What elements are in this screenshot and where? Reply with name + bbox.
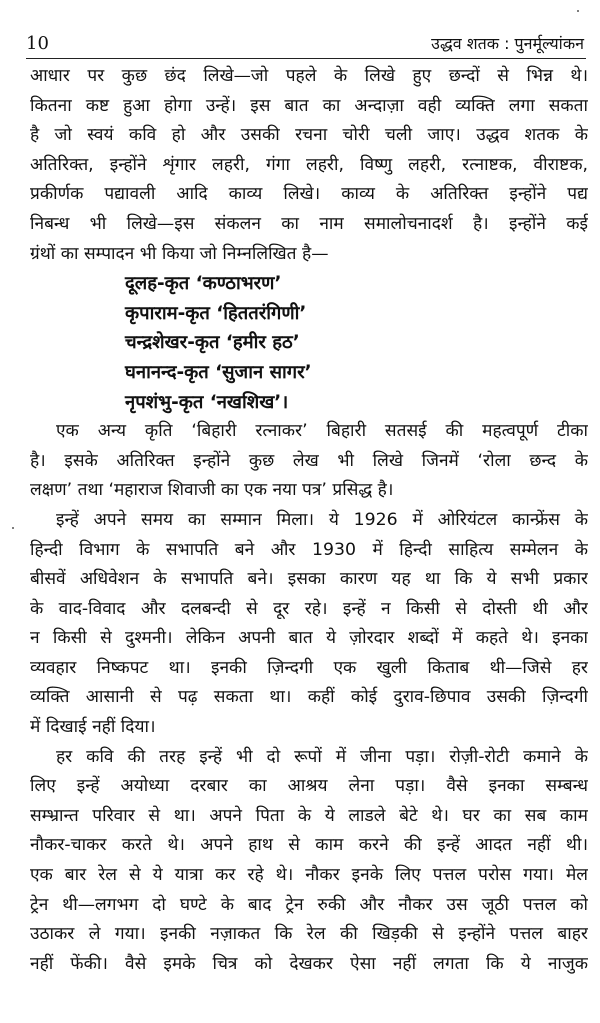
edited-work-item: दूलह-कृत ‘कण्ठाभरण’ [125, 273, 282, 295]
text-line: व्यक्ति आसानी से पढ़ सकता था। कहीं कोई दुराव-छिपाव उसकी ज़िन्दगी [30, 687, 588, 708]
running-title: उद्धव शतक : पुनर्मूल्यांकन [431, 34, 584, 53]
text-line: में दिखाई नहीं दिया। [30, 717, 156, 738]
text-line: निबन्ध भी लिखे—इस संकलन का नाम समालोचनादर्श है। इन्होंने कई [30, 213, 588, 234]
header-rule [26, 58, 586, 59]
text-line: है जो स्वयं कवि हो और उसकी रचना चोरी चली जाए। उद्धव शतक के [30, 125, 588, 146]
page-number: 10 [26, 32, 49, 54]
text-line: एक अन्य कृति ‘बिहारी रत्नाकर’ बिहारी सतसई की महत्वपूर्ण टीका [56, 421, 588, 442]
text-line: आधार पर कुछ छंद लिखे—जो पहले के लिखे हुए छन्दों से भिन्न थे। [30, 66, 588, 86]
text-line: अतिरिक्त, इन्होंने शृंगार लहरी, गंगा लहरी, विष्णु लहरी, रत्नाष्टक, वीराष्टक, [30, 154, 588, 175]
page-header [26, 30, 584, 56]
edited-work-item: नृपशंभु-कृत ‘नखशिख’। [125, 391, 289, 413]
text-line: लक्षण’ तथा ‘महाराज शिवाजी का एक नया पत्र’ प्रसिद्ध है। [30, 480, 394, 501]
text-line: नहीं फेंकी। वैसे इमके चित्र को देखकर ऐसा नहीं लगता कि ये नाजुक [30, 953, 588, 974]
text-line: प्रकीर्णक पद्यावली आदि काव्य लिखे। काव्य के अतिरिक्त इन्होंने पद्य [30, 184, 588, 205]
text-line: इन्हें अपने समय का सम्मान मिला। ये 1926 में ओरियंटल कान्फ्रेंस के [56, 509, 588, 530]
text-line: न किसी से दुश्मनी। लेकिन अपनी बात ये ज़ोरदार शब्दों में कहते थे। इनका [30, 628, 588, 649]
edited-work-item: चन्द्रशेखर-कृत ‘हमीर हठ’ [125, 332, 300, 354]
edited-work-item: घनानन्द-कृत ‘सुजान सागर’ [125, 361, 312, 383]
text-line: नौकर-चाकर करते थे। अपने हाथ से काम करने की इन्हें आदत नहीं थी। [30, 835, 588, 856]
text-line: उठाकर ले गया। इनकी नज़ाकत कि रेल की खिड़की से इन्होंने पत्तल बाहर [30, 924, 588, 945]
text-line: सम्भ्रान्त परिवार से था। अपने पिता के ये लाडले बेटे थे। घर का सब काम [30, 805, 588, 826]
text-line: ट्रेन थी—लगभग दो घण्टे के बाद ट्रेन रुकी और नौकर उस जूठी पत्तल को [30, 894, 588, 915]
scan-speck [12, 527, 14, 529]
text-line: बीसवें अधिवेशन के सभापति बने। इसका कारण यह था कि ये सभी प्रकार [30, 569, 588, 590]
edited-work-item: कृपाराम-कृत ‘हिततरंगिणी’ [125, 302, 307, 324]
scan-speck [577, 10, 579, 12]
text-line: एक बार रेल से ये यात्रा कर रहे थे। नौकर इनके लिए पत्तल परोस गया। मेल [30, 865, 588, 886]
text-line: ग्रंथों का सम्पादन भी किया जो निम्नलिखित है— [30, 243, 329, 264]
body-text [30, 62, 588, 979]
text-line: है। इसके अतिरिक्त इन्होंने कुछ लेख भी लिखे जिनमें ‘रोला छन्द के [30, 450, 588, 471]
text-line: हिन्दी विभाग के सभापति बने और 1930 में हिन्दी साहित्य सम्मेलन के [30, 539, 588, 560]
text-line: के वाद-विवाद और दलबन्दी से दूर रहे। इन्हें न किसी से दोस्ती थी और [30, 598, 588, 619]
text-line: कितना कष्ट हुआ होगा उन्हें। इस बात का अन्दाज़ा वही व्यक्ति लगा सकता [30, 95, 588, 116]
text-line: लिए इन्हें अयोध्या दरबार का आश्रय लेना पड़ा। वैसे इनका सम्बन्ध [30, 776, 588, 797]
text-line: हर कवि की तरह इन्हें भी दो रूपों में जीना पड़ा। रोज़ी-रोटी कमाने के [56, 746, 588, 767]
text-line: व्यवहार निष्कपट था। इनकी ज़िन्दगी एक खुली किताब थी—जिसे हर [30, 657, 588, 678]
